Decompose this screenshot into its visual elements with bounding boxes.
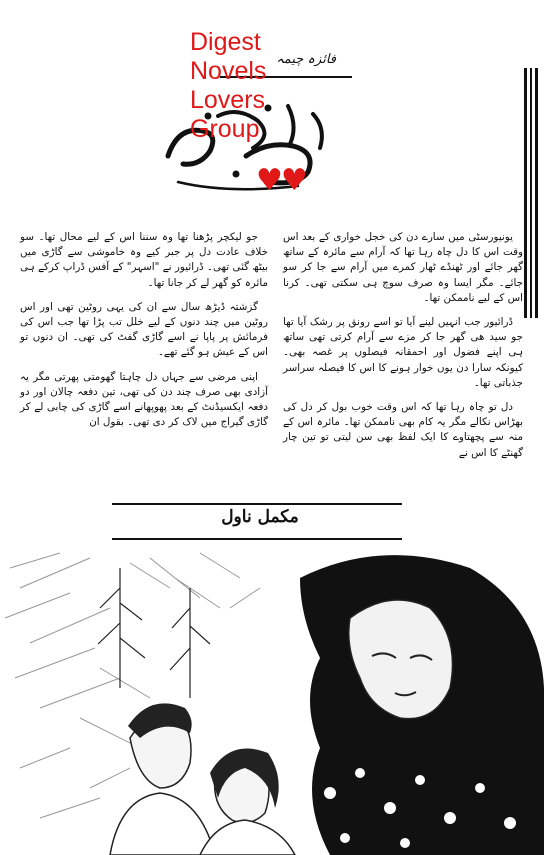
- heart-icon: ♥♥: [256, 163, 306, 198]
- footer-rule-bottom: [112, 538, 402, 540]
- watermark-line: Group: [190, 115, 260, 143]
- paragraph: گزشتہ ڈیڑھ سال سے ان کی یہی روٹین تھی اور اس روٹین میں چند دنوں کے لیے خلل تب پڑا تھا جب اس کی فرمائش پر پاپا نے اسے گاڑی گفٹ کی تھی۔ ان دنوں تو اس کے عیش ہو گئے تھے۔: [20, 300, 268, 359]
- couple-illustration: [0, 548, 544, 855]
- watermark-line: Novels: [190, 57, 267, 85]
- watermark-line: Lovers: [190, 86, 266, 114]
- watermark-text: [190, 28, 350, 144]
- article-column-right: [283, 230, 523, 470]
- footer-rule-top: [112, 503, 402, 505]
- watermark-line: Digest: [190, 28, 261, 56]
- complete-novel-label: مکمل ناول: [221, 507, 299, 527]
- author-name: فائزہ چیمہ: [276, 52, 336, 67]
- paragraph: ڈرائیور جب انہیں لینے آیا تو اسے رونق پر رشک آیا تھا جو سید ھی گھر جا کر مزے سے آرام کرتی تھی ساتھ ہی اپنے فضول اور احمقانہ فیصلوں پر غصہ بھی۔ کیونکہ سارا دن یوں خوار ہونے کا اس کا فیصلہ سراسر جذباتی تھا۔: [283, 316, 523, 389]
- paragraph: جو لیکچر پڑھنا تھا وہ سننا اس کے لیے محال تھا۔ سو خلاف عادت دل پر جبر کیے وہ خاموشی سے گاڑی میں بیٹھ گئی تھی۔ ڈرائیور نے "اسہر" کے آفس ڈراپ کرکے ہی مائرہ کو گھر لے کر جانا تھا۔: [20, 231, 268, 289]
- article-column-left: [20, 230, 268, 439]
- paragraph: دل تو چاہ رہا تھا کہ اس وقت خوب بول کر دل کی بھڑاس نکالے مگر یہ کام بھی ناممکن تھا۔ مائرہ اس کے منہ سے پچھتاوے کا ایک لفظ بھی سن لیتی تو تین چار گھنٹے کا اس نے: [283, 401, 523, 459]
- paragraph: اپنی مرضی سے جہاں دل چاہتا گھومتی پھرتی مگر یہ آزادی بھی صرف چند دن کی تھی، تین دفعہ چالان اور دو دفعہ ایکسیڈنٹ کے بعد پھوپھانے اسے گاڑی کی چابی لے کر گاڑی گیراج میں لاک کر دی تھی۔ بقول ان: [20, 370, 268, 429]
- side-ornament: [522, 68, 540, 318]
- paragraph: یونیورسٹی میں سارے دن کی خجل خواری کے بعد اس وقت اس کا دل چاہ رہا تھا کہ آرام سے مائرہ کے ساتھ گھر جائے اور ٹھنڈے ٹھار کمرے میں آرام سے جا کر سو جائے۔ مگر ایسا وہ صرف سوچ ہی سکتی تھی۔ کرنا اس کے لیے ناممکن تھا۔: [283, 231, 523, 304]
